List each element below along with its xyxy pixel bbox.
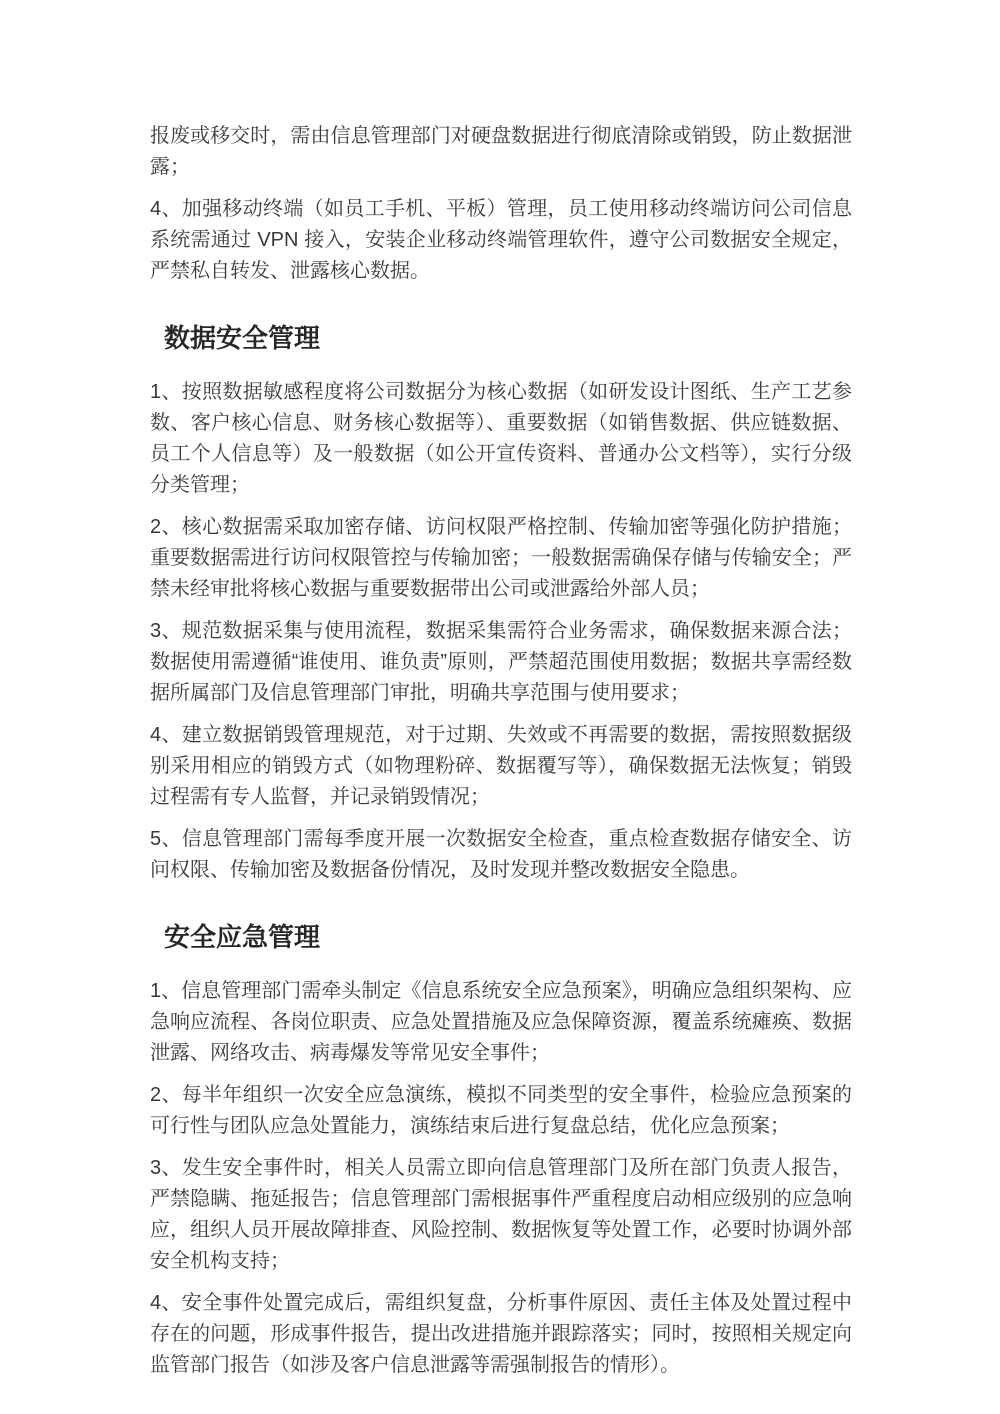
paragraph-emergency-4: 4、安全事件处置完成后，需组织复盘，分析事件原因、责任主体及处置过程中存在的问题，形成事件报告，提出改进措施并跟踪落实；同时，按照相关规定向监管部门报告（如涉及客户信息泄露等需强制报告的情形）。: [150, 1292, 852, 1376]
paragraph-data-security-4: 4、建立数据销毁管理规范，对于过期、失效或不再需要的数据，需按照数据级别采用相应的销毁方式（如物理粉碎、数据覆写等），确保数据无法恢复；销毁过程需有专人监督，并记录销毁情况；: [150, 724, 852, 808]
paragraph-emergency-1: 1、信息管理部门需牵头制定《信息系统安全应急预案》，明确应急组织架构、应急响应流程、各岗位职责、应急处置措施及应急保障资源，覆盖系统瘫痪、数据泄露、网络攻击、病毒爆发等常见安全事件；: [150, 980, 852, 1064]
paragraph-data-security-3: 3、规范数据采集与使用流程，数据采集需符合业务需求，确保数据来源合法；数据使用需遵循“谁使用、谁负责”原则，严禁超范围使用数据；数据共享需经数据所属部门及信息管理部门审批，明确共享范围与使用要求；: [150, 620, 852, 704]
paragraph-intro-continuation: 报废或移交时，需由信息管理部门对硬盘数据进行彻底清除或销毁，防止数据泄露；: [150, 125, 852, 178]
paragraph-emergency-2: 2、每半年组织一次安全应急演练，模拟不同类型的安全事件，检验应急预案的可行性与团队应急处置能力，演练结束后进行复盘总结，优化应急预案；: [150, 1084, 852, 1137]
paragraph-emergency-3: 3、发生安全事件时，相关人员需立即向信息管理部门及所在部门负责人报告，严禁隐瞒、拖延报告；信息管理部门需根据事件严重程度启动相应级别的应急响应，组织人员开展故障排查、风险控制、数据恢复等处置工作，必要时协调外部安全机构支持；: [150, 1157, 852, 1272]
paragraph-data-security-1: 1、按照数据敏感程度将公司数据分为核心数据（如研发设计图纸、生产工艺参数、客户核心信息、财务核心数据等）、重要数据（如销售数据、供应链数据、员工个人信息等）及一般数据（如公开宣传资料、普通办公文档等），实行分级分类管理；: [150, 381, 852, 496]
paragraph-intro-item-4: 4、加强移动终端（如员工手机、平板）管理，员工使用移动终端访问公司信息系统需通过 VPN 接入，安装企业移动终端管理软件，遵守公司数据安全规定，严禁私自转发、泄露核心数据。: [150, 198, 852, 282]
paragraph-data-security-5: 5、信息管理部门需每季度开展一次数据安全检查，重点检查数据存储安全、访问权限、传输加密及数据备份情况，及时发现并整改数据安全隐患。: [150, 828, 852, 881]
section-heading-emergency-management: 安全应急管理: [164, 922, 321, 952]
section-heading-data-security: 数据安全管理: [164, 323, 321, 353]
paragraph-data-security-2: 2、核心数据需采取加密存储、访问权限严格控制、传输加密等强化防护措施；重要数据需进行访问权限管控与传输加密；一般数据需确保存储与传输安全；严禁未经审批将核心数据与重要数据带出公司或泄露给外部人员；: [150, 516, 852, 600]
